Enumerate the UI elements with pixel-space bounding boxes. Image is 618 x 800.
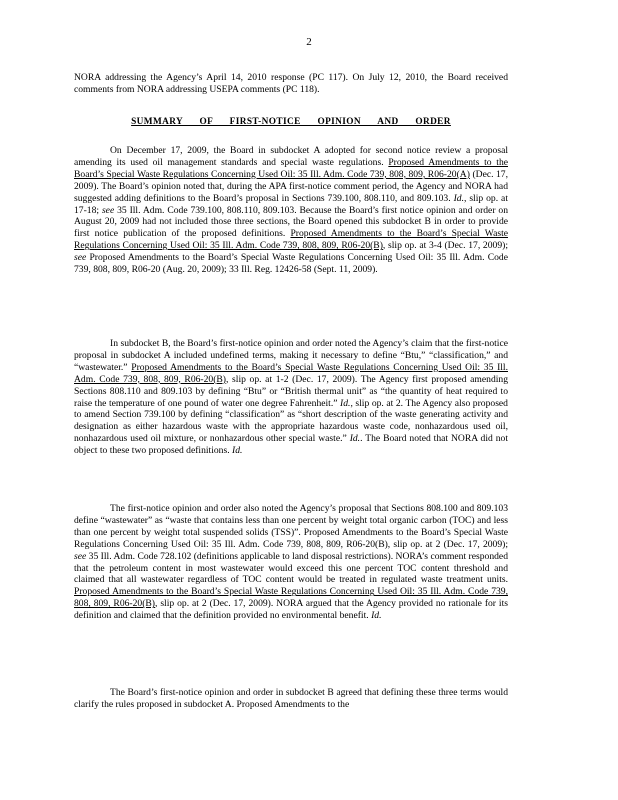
text-run: 35 Ill. Adm. Code 739.100, 808.110, 809.103. Because the Board’s first notice opinion and order on August 20, 2009 had not included those three sections, the Board opened this subdocket B in order to provide first notice publication of the proposed definitions. (74, 204, 508, 240)
text-run: , slip op. at 3-4 (Dec. 17, 2009); (382, 240, 508, 252)
case-citation: Proposed Amendments to the Board’s Special Waste Regulations Concerning Used Oil: 35 Ill. Adm. Code 739, 808, 809, R06-20(B) (74, 361, 508, 385)
text-run: , slip op. at 2. The Agency also proposed to amend Section 739.100 by defining “classification” as “short description of the waste generating activity and designation as either hazardous waste with the appropriate hazardous waste code, nonhazardous used oil, nonhazardous used oil mixture, or nonhazardous other special waste.” (74, 397, 508, 445)
text-run: The first-notice opinion and order also noted the Agency’s proposal that Sections 808.100 and 809.103 define “wastewater” as “waste that contains less than one percent by weight total organic carbon (TOC) and less than one percent by weight total suspended solids (TSS)”. Proposed Amendments to the Board’s Special Waste Regulations Concerning Used Oil: 35 Ill. Adm. Code 739, 808, 809, R06-20(B), slip op. at 2 (Dec. 17, 2009); (74, 503, 508, 550)
case-citation: Proposed Amendments to the Board’s Special Waste Regulations Concerning Used Oil: 35 Ill. Adm. Code 739, 808, 809, R06-20(A) (74, 156, 508, 180)
text-run: , slip op. at 2 (Dec. 17, 2009). NORA argued that the Agency provided no rationale for its definition and claimed that the definition provided no environmental benefit. (74, 598, 508, 622)
case-citation: Proposed Amendments to the Board’s Special Waste Regulations Concerning Used Oil: 35 Ill. Adm. Code 739, 808, 809, R06-20(B) (74, 586, 508, 610)
section-heading: SUMMARY OF FIRST-NOTICE OPINION AND ORDER (131, 117, 451, 127)
page-number: 2 (306, 36, 312, 48)
case-citation: Proposed Amendments to the Board’s Special Waste Regulations Concerning Used Oil: 35 Ill. Adm. Code 739, 808, 809, R06-20(B) (74, 228, 508, 252)
case-citation: Proposed Amendments to the Board’s Special Waste Regulations Concerning Used Oil: 35 Ill. Adm. Code 739, 808, 809, R06-20 (74, 252, 508, 276)
see-signal: see (74, 252, 87, 264)
text-run: In subdocket B, the Board’s first-notice opinion and order noted the Agency’s claim that the first-notice proposal in subdocket A included undefined terms, making it necessary to define “Btu,” “classification,” and “wastewater.” (74, 338, 508, 373)
text-run: On December 17, 2009, the Board in subdocket A adopted for second notice review a proposal amending its used oil management standards and special waste regulations. (74, 145, 508, 168)
id-citation: Id. (371, 610, 382, 622)
paragraph-text: NORA addressing the Agency’s April 14, 2010 response (PC 117). On July 12, 2010, the Board received comments from NORA addressing USEPA comments (PC 118). (74, 72, 508, 95)
id-citation: Id. (232, 445, 243, 457)
paragraph-board-agreement (74, 687, 508, 711)
text-run: . The Board noted that NORA did not object to these two proposed definitions. (74, 433, 509, 457)
id-citation: Id. (349, 433, 361, 445)
text-run: (Dec. 17, 2009). The Board’s opinion noted that, during the APA first-notice comment period, the Agency and NORA had suggested adding definitions to the Board’s proposal in Sections 739.100, 808.110, and 809.103. (74, 168, 509, 204)
text-run: , slip op. at 17-18; (74, 192, 508, 216)
text-run: , slip op. at 1-2 (Dec. 17, 2009). The Agency first proposed amending Sections 808.110 and 809.103 by defining “Btu” or “British thermal unit” as “the quantity of heat required to raise the temperature of one pound of water one degree Fahrenheit.” (74, 373, 508, 409)
paragraph-wastewater-definition (74, 503, 508, 622)
id-citation: Id. (453, 192, 464, 204)
paragraph-text (74, 338, 508, 457)
paragraph-text (74, 503, 508, 622)
paragraph-december-order (74, 145, 508, 276)
text-run: The Board’s first-notice opinion and order in subdocket B agreed that defining these three terms would clarify the rules proposed in subdocket A. Proposed Amendments to the (74, 687, 508, 710)
paragraph-subdocket-b-definitions (74, 338, 508, 457)
id-citation: Id. (340, 397, 351, 409)
text-run: 35 Ill. Adm. Code 728.102 (definitions applicable to land disposal restrictions). NORA’s comment responded that the petroleum content in most wastewater would exceed this one percent TOC content threshold and claimed that all wastewater regardless of TOC content would be treated in regulated waste treatment units. (74, 550, 508, 586)
text-run: (Aug. 20, 2009); 33 Ill. Reg. 12426-58 (Sept. 11, 2009). (162, 264, 378, 276)
paragraph-intro-continuation (74, 72, 508, 96)
see-signal: see (74, 550, 87, 562)
see-signal: see (101, 204, 115, 216)
paragraph-text (74, 687, 508, 711)
paragraph-text (74, 145, 508, 276)
